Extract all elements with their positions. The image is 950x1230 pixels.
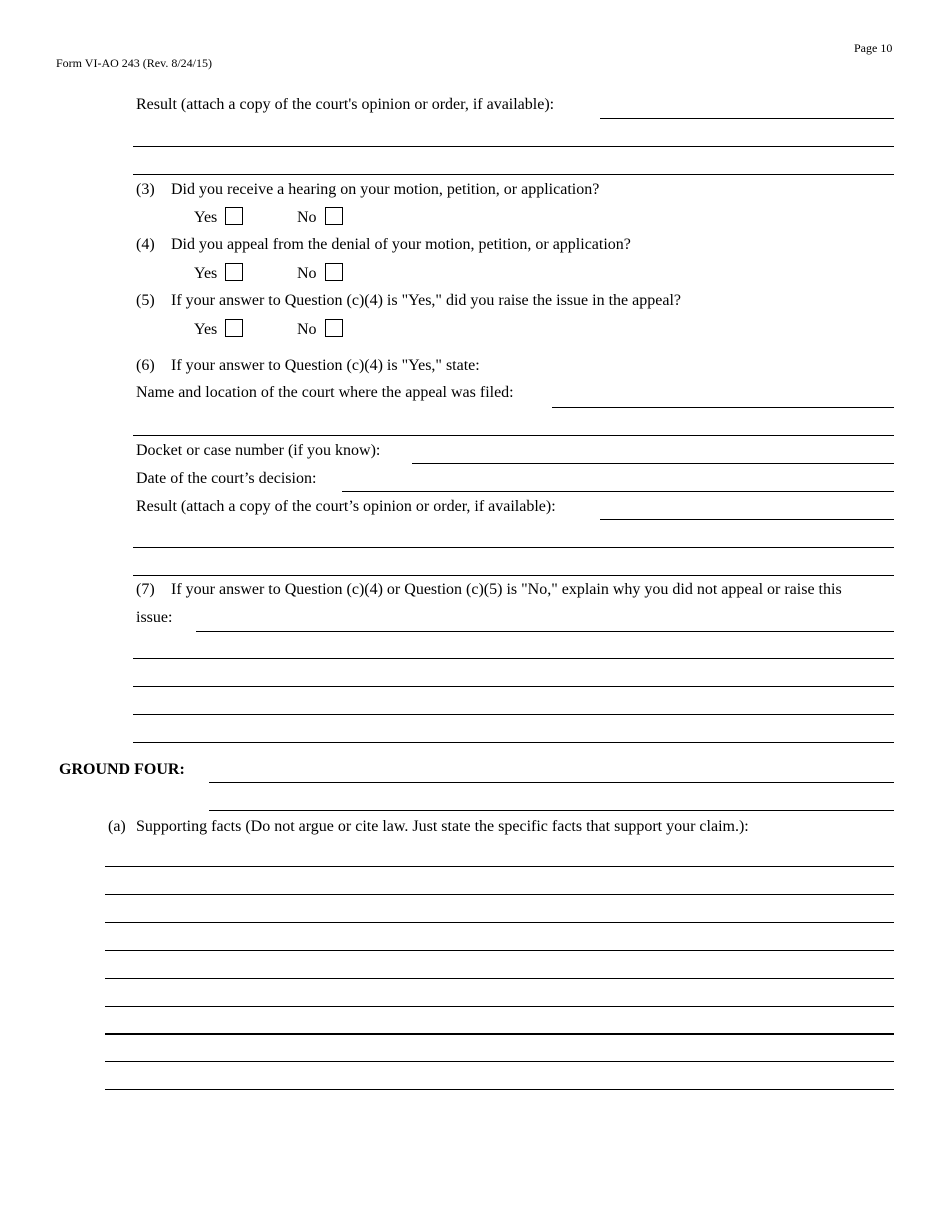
no-label: No	[297, 209, 317, 226]
q5-yes-option	[194, 319, 243, 340]
supporting-facts-line-8[interactable]	[105, 1061, 894, 1062]
q3-yes-option	[194, 207, 243, 228]
appeal-result-label: Result (attach a copy of the court’s opinion or order, if available):	[136, 498, 556, 515]
q4-yes-option	[194, 263, 243, 284]
appeal-court-label: Name and location of the court where the appeal was filed:	[136, 384, 514, 401]
no-label: No	[297, 321, 317, 338]
decision-date-field-line[interactable]	[342, 491, 894, 492]
q3-no-option	[297, 207, 343, 228]
form-id: Form VI-AO 243 (Rev. 8/24/15)	[56, 56, 212, 70]
yes-label: Yes	[194, 321, 218, 338]
q5-number: (5)	[136, 292, 155, 309]
supporting-facts-letter: (a)	[108, 818, 126, 835]
q7-text: If your answer to Question (c)(4) or Question (c)(5) is "No," explain why you did not appeal or raise this	[171, 581, 842, 598]
q3-no-checkbox[interactable]	[325, 207, 343, 225]
q7-field-line-4[interactable]	[133, 714, 894, 715]
yes-label: Yes	[194, 265, 218, 282]
appeal-court-field-line-1[interactable]	[552, 407, 894, 408]
page-number: Page 10	[854, 41, 893, 55]
supporting-facts-line-4[interactable]	[105, 950, 894, 951]
appeal-result-field-line-1[interactable]	[600, 519, 894, 520]
result-label: Result (attach a copy of the court's opinion or order, if available):	[136, 96, 555, 113]
q3-number: (3)	[136, 181, 155, 198]
q5-yes-checkbox[interactable]	[225, 319, 243, 337]
appeal-result-field-line-3[interactable]	[133, 575, 894, 576]
supporting-facts-line-5[interactable]	[105, 978, 894, 979]
q7-field-line-5[interactable]	[133, 742, 894, 743]
q4-yes-checkbox[interactable]	[225, 263, 243, 281]
supporting-facts-line-2[interactable]	[105, 894, 894, 895]
q5-no-checkbox[interactable]	[325, 319, 343, 337]
q7-number: (7)	[136, 581, 155, 598]
q7-field-line-3[interactable]	[133, 686, 894, 687]
q5-no-option	[297, 319, 343, 340]
q4-text: Did you appeal from the denial of your motion, petition, or application?	[171, 236, 631, 253]
result-field-line-1[interactable]	[600, 118, 894, 119]
docket-field-line[interactable]	[412, 463, 894, 464]
q3-yes-checkbox[interactable]	[225, 207, 243, 225]
decision-date-label: Date of the court’s decision:	[136, 470, 317, 487]
yes-label: Yes	[194, 209, 218, 226]
supporting-facts-line-9[interactable]	[105, 1089, 894, 1090]
q6-text: If your answer to Question (c)(4) is "Yes," state:	[171, 357, 480, 374]
q4-number: (4)	[136, 236, 155, 253]
appeal-court-field-line-2[interactable]	[133, 435, 894, 436]
ground-four-field-line-2[interactable]	[209, 810, 894, 811]
q7-text-continued: issue:	[136, 609, 173, 626]
no-label: No	[297, 265, 317, 282]
docket-label: Docket or case number (if you know):	[136, 442, 381, 459]
q7-field-line-2[interactable]	[133, 658, 894, 659]
supporting-facts-line-6[interactable]	[105, 1006, 894, 1007]
result-field-line-2[interactable]	[133, 146, 894, 147]
q7-field-line-1[interactable]	[196, 631, 894, 632]
ground-four-field-line-1[interactable]	[209, 782, 894, 783]
supporting-facts-line-1[interactable]	[105, 866, 894, 867]
result-field-line-3[interactable]	[133, 174, 894, 175]
appeal-result-field-line-2[interactable]	[133, 547, 894, 548]
q3-text: Did you receive a hearing on your motion, petition, or application?	[171, 181, 600, 198]
supporting-facts-label: Supporting facts (Do not argue or cite law. Just state the specific facts that support your claim.):	[136, 818, 749, 835]
supporting-facts-line-7[interactable]	[105, 1033, 894, 1035]
q4-no-checkbox[interactable]	[325, 263, 343, 281]
q5-text: If your answer to Question (c)(4) is "Yes," did you raise the issue in the appeal?	[171, 292, 681, 309]
supporting-facts-line-3[interactable]	[105, 922, 894, 923]
q6-number: (6)	[136, 357, 155, 374]
q4-no-option	[297, 263, 343, 284]
ground-four-title: GROUND FOUR:	[59, 761, 185, 778]
